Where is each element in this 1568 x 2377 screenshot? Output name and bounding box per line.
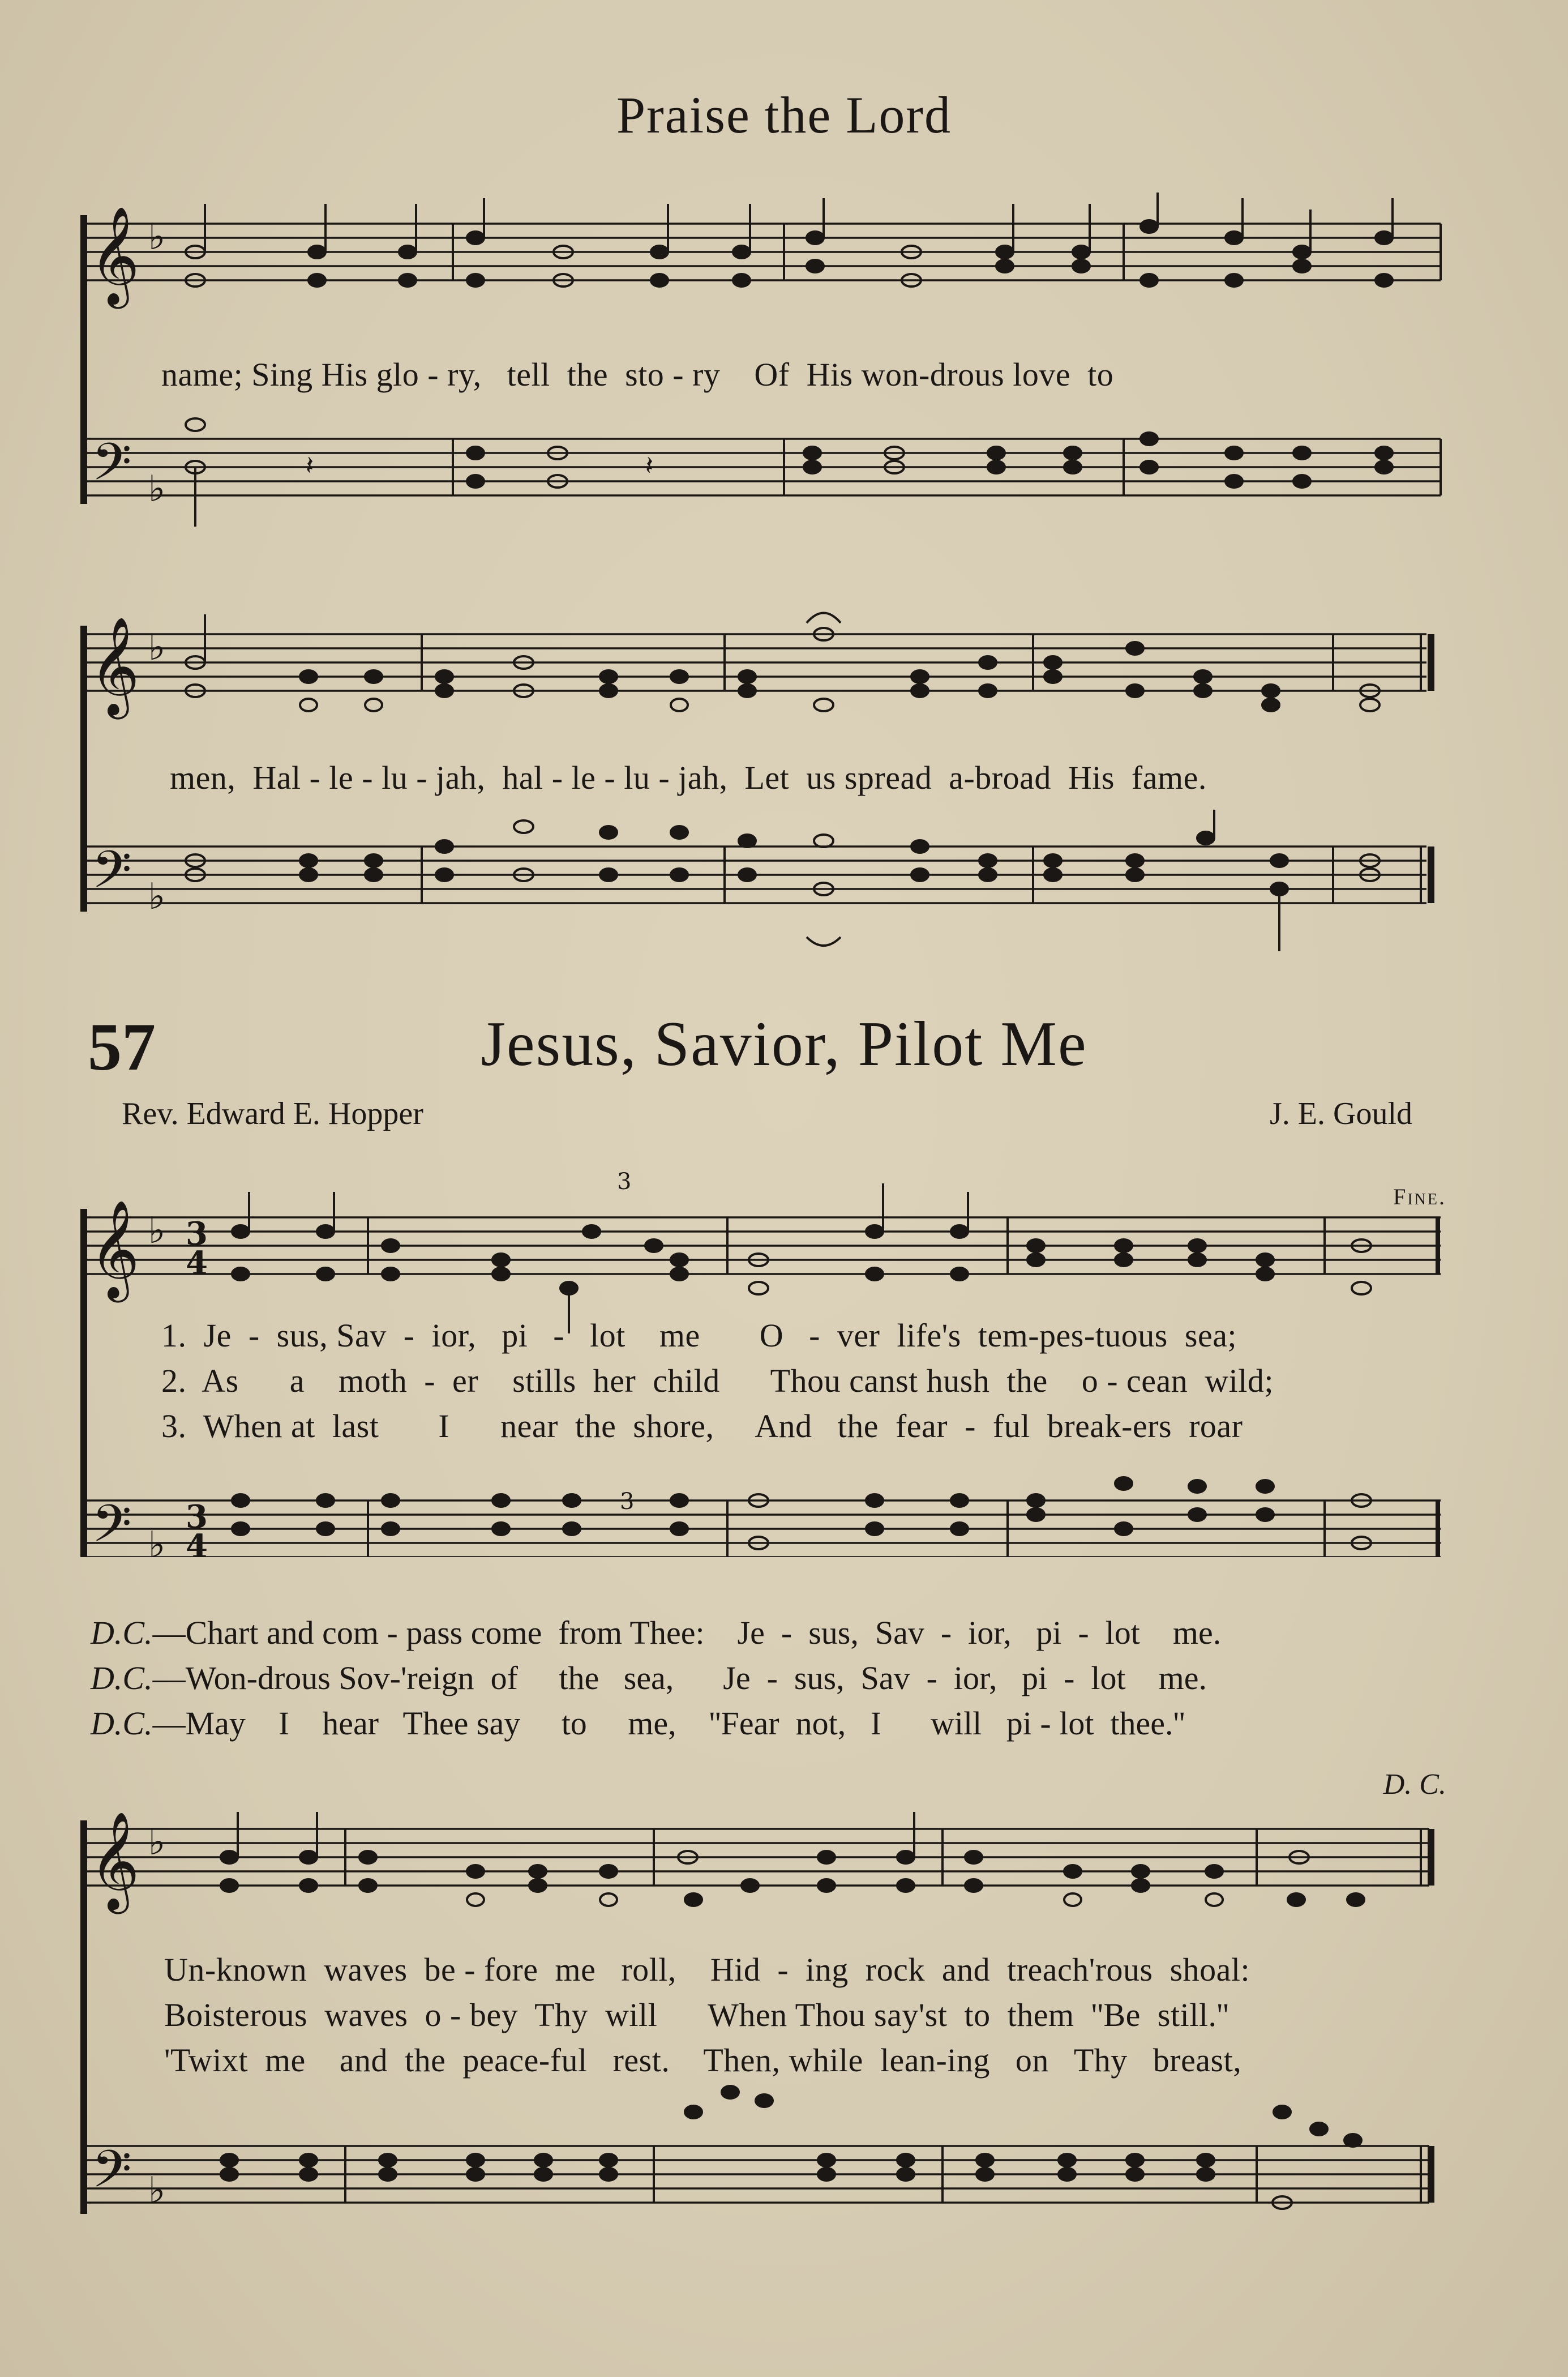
dc-line-1: [91, 1614, 1221, 1652]
bass-notes: [186, 418, 1393, 527]
time-signature: 4: [186, 1245, 208, 1282]
time-signature: 3: [186, 1215, 208, 1252]
composer-credit: J. E. Gould: [1270, 1096, 1412, 1131]
hymn-title: Jesus, Savior, Pilot Me: [481, 1009, 1087, 1079]
treble-clef-icon: 𝄞: [89, 617, 140, 715]
bass-clef-icon: 𝄢: [92, 1494, 132, 1557]
verse-1-part-2: Un-known waves be - fore me roll, Hid - ing rock and treach'rous shoal:: [164, 1951, 1250, 1988]
verse-2-part-2: Boisterous waves o - bey Thy will When Thou say'st to them ''Be still.'': [164, 1996, 1229, 2033]
dc-prefix: D.C.: [91, 1705, 153, 1742]
hymn-title-praise-the-lord: Praise the Lord: [616, 86, 952, 144]
bass-clef-icon: 𝄢: [92, 2139, 132, 2212]
flat-key-signature-icon: ♭: [148, 2170, 166, 2212]
treble-clef-icon: 𝄞: [89, 1200, 140, 1298]
bass-clef-icon: 𝄢: [92, 840, 132, 912]
treble-notes: [232, 1183, 1371, 1333]
flat-key-signature-icon: ♭: [148, 1822, 166, 1863]
treble-staff: [85, 634, 1426, 691]
verse-3-part-1: 3. When at last I near the shore, And the fear - ful break-ers roar: [161, 1408, 1243, 1444]
dc-text: —Won-drous Sov-'reign of the sea, Je - sus, Sav - ior, pi - lot me.: [152, 1660, 1207, 1696]
dc-text: —Chart and com - pass come from Thee: Je - sus, Sav - ior, pi - lot me.: [152, 1614, 1222, 1651]
bass-staff: [85, 2146, 1429, 2203]
time-signature: 4: [186, 1528, 208, 1557]
triplet-mark: 3: [617, 1169, 632, 1195]
bass-notes: [186, 810, 1380, 951]
lyrics-line: men, Hal - le - lu - jah, hal - le - lu - jah, Let us spread a-broad His fame.: [170, 759, 1207, 796]
flat-key-signature-icon: ♭: [148, 468, 166, 510]
music-system-3: [0, 1161, 1568, 1557]
bass-notes: [221, 2086, 1361, 2209]
author-credit: Rev. Edward E. Hopper: [122, 1096, 423, 1131]
fine-marking: Fine.: [1393, 1184, 1446, 1209]
flat-key-signature-icon: ♭: [148, 216, 166, 258]
time-signature: 3: [186, 1498, 208, 1536]
bass-clef-icon: 𝄢: [92, 432, 132, 505]
flat-key-signature-icon: ♭: [148, 1210, 166, 1252]
dc-line-2: [91, 1659, 1207, 1697]
dc-prefix: D.C.: [91, 1614, 153, 1651]
flat-key-signature-icon: ♭: [148, 876, 166, 918]
dc-line-3: [91, 1704, 1185, 1742]
hymn-number: 57: [88, 1009, 156, 1084]
verse-3-part-2: 'Twixt me and the peace-ful rest. Then, while lean-ing on Thy breast,: [164, 2042, 1242, 2079]
treble-clef-icon: 𝄞: [89, 1811, 140, 1910]
verse-1-part-1: 1. Je - sus, Sav - ior, pi - lot me O - ver life's tem-pes-tuous sea;: [161, 1317, 1237, 1354]
lyrics-line: name; Sing His glo - ry, tell the sto - ry Of His won-drous love to: [161, 356, 1114, 393]
flat-key-signature-icon: ♭: [148, 1524, 166, 1557]
bass-notes: [232, 1477, 1371, 1549]
dc-prefix: D.C.: [91, 1660, 153, 1696]
dc-marking: D. C.: [1383, 1768, 1446, 1801]
verse-2-part-1: 2. As a moth - er stills her child Thou canst hush the o - cean wild;: [161, 1362, 1274, 1399]
treble-staff: [85, 1829, 1429, 1886]
flat-key-signature-icon: ♭: [148, 627, 166, 669]
triplet-mark: 3: [620, 1489, 635, 1515]
dc-text: —May I hear Thee say to me, ''Fear not, I will pi - lot thee.'': [152, 1705, 1185, 1742]
treble-notes: [221, 1812, 1364, 1906]
treble-notes: [186, 193, 1393, 287]
treble-clef-icon: 𝄞: [89, 206, 140, 305]
svg-text:𝄽: 𝄽: [645, 450, 654, 481]
svg-text:𝄽: 𝄽: [306, 450, 314, 481]
